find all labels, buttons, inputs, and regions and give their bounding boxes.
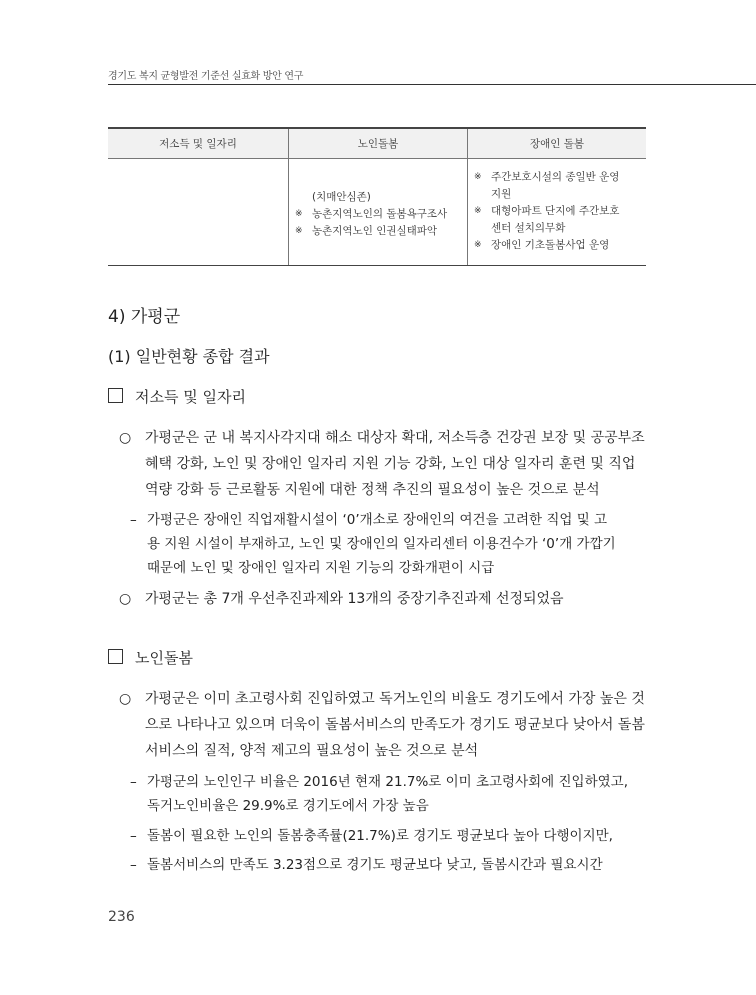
text-line: 독거노인비율은 29.9%로 경기도에서 가장 높음 xyxy=(147,798,429,814)
box-heading-elderly-care xyxy=(108,647,193,668)
box-heading-text: 저소득 및 일자리 xyxy=(135,388,246,406)
cell-text: 지원 xyxy=(491,188,512,200)
text-line: 으로 나타나고 있으며 더욱이 돌봄서비스의 만족도가 경기도 평균보다 낮아서 돌봄 xyxy=(145,717,645,733)
dash-bullet-icon: – xyxy=(130,512,137,528)
box-heading-low-income xyxy=(108,386,246,407)
cell-text: 농촌지역노인 인권실태파악 xyxy=(312,225,438,237)
text-line: 혜택 강화, 노인 및 장애인 일자리 지원 기능 강화, 노인 대상 일자리 훈련 및 직업 xyxy=(145,456,636,472)
section-title: 4) 가평군 xyxy=(108,307,181,327)
circle-bullet-icon: ○ xyxy=(119,591,132,607)
dash-paragraph xyxy=(130,824,658,848)
bullet-paragraph xyxy=(119,586,659,612)
dash-bullet-icon: – xyxy=(130,774,137,790)
bullet-paragraph xyxy=(119,425,659,503)
cell-text: 농촌지역노인의 돌봄욕구조사 xyxy=(312,208,448,220)
text-line: 가평군은 이미 초고령사회 진입하였고 독거노인의 비율도 경기도에서 가장 높은 것 xyxy=(145,691,645,707)
cell-text: 센터 설치의무화 xyxy=(491,222,566,234)
table-header-disabled-care: 장애인 돌봄 xyxy=(468,128,647,159)
text-line: 역량 강화 등 근로활동 지원에 대한 정책 추진의 필요성이 높은 것으로 분석 xyxy=(145,482,600,498)
list-item xyxy=(295,206,447,223)
text-line: 용 지원 시설이 부재하고, 노인 및 장애인의 일자리센터 이용건수가 ‘0’개 가깝기 xyxy=(147,536,616,552)
dash-bullet-icon: – xyxy=(130,828,137,844)
checkbox-square-icon xyxy=(108,649,123,664)
note-mark: ※ xyxy=(474,206,482,216)
note-mark: ※ xyxy=(295,209,303,219)
dash-bullet-icon: – xyxy=(130,857,137,873)
circle-bullet-icon: ○ xyxy=(119,430,132,446)
cell-text: 주간보호시설의 종일반 운영 xyxy=(491,171,620,183)
list-item xyxy=(474,203,619,220)
list-item xyxy=(474,237,619,254)
note-mark: ※ xyxy=(474,172,482,182)
page-number: 236 xyxy=(108,909,135,925)
box-heading-text: 노인돌봄 xyxy=(135,649,193,667)
table-cell-disabled-care xyxy=(468,159,647,266)
table-header-low-income: 저소득 및 일자리 xyxy=(108,128,289,159)
dash-paragraph xyxy=(130,853,658,877)
note-mark: ※ xyxy=(474,240,482,250)
list-item xyxy=(295,223,447,240)
text-line: 가평군은 장애인 직업재활시설이 ‘0’개소로 장애인의 여건을 고려한 직업 및 고 xyxy=(147,512,608,528)
text-line: 때문에 노인 및 장애인 일자리 지원 기능의 강화개편이 시급 xyxy=(147,560,495,576)
table-header-elderly-care: 노인돌봄 xyxy=(289,128,468,159)
bullet-paragraph xyxy=(119,686,659,764)
list-item xyxy=(474,169,619,186)
cell-text: 대형아파트 단지에 주간보호 xyxy=(491,205,620,217)
table-cell-low-income xyxy=(108,159,289,266)
text-line: 돌봄이 필요한 노인의 돌봄충족률(21.7%)로 경기도 평균보다 높아 다행이지만, xyxy=(147,828,613,844)
table-row xyxy=(108,159,646,266)
circle-bullet-icon: ○ xyxy=(119,691,132,707)
text-line: 가평군의 노인인구 비율은 2016년 현재 21.7%로 이미 초고령사회에 진입하였고, xyxy=(147,774,629,790)
subsection-title: (1) 일반현황 종합 결과 xyxy=(108,347,270,366)
cell-text: 장애인 기초돌봄사업 운영 xyxy=(491,239,610,251)
checkbox-square-icon xyxy=(108,388,123,403)
running-header: 경기도 복지 균형발전 기준선 실효화 방안 연구 xyxy=(108,71,304,82)
cell-text: (치매안심존) xyxy=(312,191,371,203)
table-header-row xyxy=(108,128,646,159)
dash-paragraph xyxy=(130,770,658,818)
note-mark: ※ xyxy=(295,226,303,236)
text-line: 서비스의 질적, 양적 제고의 필요성이 높은 것으로 분석 xyxy=(145,743,479,759)
policy-table xyxy=(108,127,646,266)
text-line: 가평군는 총 7개 우선추진과제와 13개의 중장기추진과제 선정되었음 xyxy=(145,591,564,607)
table-cell-elderly-care xyxy=(289,159,468,266)
text-line: 돌봄서비스의 만족도 3.23점으로 경기도 평균보다 낮고, 돌봄시간과 필요시간 xyxy=(147,857,603,873)
header-rule xyxy=(108,84,756,85)
dash-paragraph xyxy=(130,508,658,580)
text-line: 가평군은 군 내 복지사각지대 해소 대상자 확대, 저소득층 건강권 보장 및 공공부조 xyxy=(145,430,645,446)
